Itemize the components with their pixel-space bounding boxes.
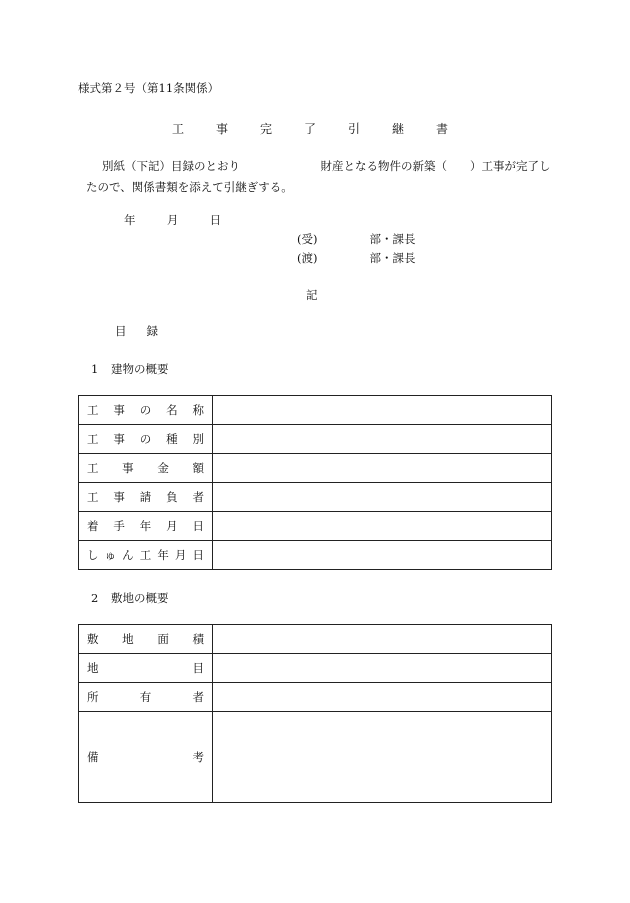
label-char: 日 bbox=[192, 548, 204, 562]
label-char: 工 bbox=[139, 548, 152, 562]
label-char: 種 bbox=[166, 432, 178, 446]
label-char: 面 bbox=[157, 632, 169, 646]
section-1-heading bbox=[91, 361, 169, 377]
label-char: 日 bbox=[192, 519, 204, 533]
sender-label: (渡) bbox=[297, 251, 318, 265]
ki-heading: 記 bbox=[306, 288, 318, 302]
label-char: 月 bbox=[166, 519, 178, 533]
building-row-value[interactable] bbox=[213, 483, 552, 512]
site-row-label bbox=[79, 654, 213, 683]
label-char: 月 bbox=[174, 548, 187, 562]
site-row-value[interactable] bbox=[213, 712, 552, 803]
section-1-title: 建物の概要 bbox=[111, 362, 169, 376]
label-char: 名 bbox=[166, 403, 178, 417]
label-char: 積 bbox=[192, 632, 204, 646]
body-line-1: 別紙（下記）目録のとおり 財産となる物件の新築（ ）工事が完了し bbox=[102, 159, 551, 173]
building-row bbox=[79, 396, 552, 425]
building-row-label bbox=[79, 541, 213, 570]
label-char: 地 bbox=[122, 632, 134, 646]
label-char: 工 bbox=[87, 461, 99, 475]
site-table bbox=[78, 624, 552, 803]
section-1-number: 1 bbox=[91, 362, 99, 376]
label-char: 事 bbox=[113, 490, 125, 504]
label-char: の bbox=[139, 403, 152, 417]
label-char: 請 bbox=[139, 490, 152, 504]
site-row-label bbox=[79, 625, 213, 654]
label-char: 目 bbox=[192, 661, 204, 675]
building-row-value[interactable] bbox=[213, 512, 552, 541]
label-char: 者 bbox=[192, 690, 204, 704]
building-row bbox=[79, 483, 552, 512]
document-title: 工 事 完 了 引 継 書 bbox=[171, 122, 458, 136]
label-char: 負 bbox=[166, 490, 178, 504]
building-row-value[interactable] bbox=[213, 454, 552, 483]
label-char: 所 bbox=[87, 690, 99, 704]
date-month-label: 月 bbox=[166, 213, 179, 227]
section-2-number: 2 bbox=[91, 591, 99, 605]
site-row-value[interactable] bbox=[213, 654, 552, 683]
sender-dept: 部・課長 bbox=[369, 251, 416, 265]
site-row-label bbox=[79, 683, 213, 712]
label-char: 着 bbox=[87, 519, 99, 533]
label-char: 地 bbox=[87, 661, 99, 675]
label-char: 考 bbox=[192, 750, 204, 764]
label-char: 称 bbox=[192, 403, 204, 417]
mokuroku-heading: 目録 bbox=[115, 324, 178, 338]
receiver-line bbox=[297, 231, 415, 247]
building-row-label bbox=[79, 454, 213, 483]
site-row-label bbox=[79, 712, 213, 803]
label-char: 年 bbox=[157, 548, 169, 562]
form-number: 様式第２号（第11条関係） bbox=[78, 81, 220, 95]
building-row bbox=[79, 425, 552, 454]
label-char: 年 bbox=[139, 519, 152, 533]
site-row bbox=[79, 712, 552, 803]
building-row-value[interactable] bbox=[213, 396, 552, 425]
label-char: 工 bbox=[87, 490, 99, 504]
building-row-value[interactable] bbox=[213, 541, 552, 570]
label-char: 事 bbox=[113, 432, 125, 446]
date-year-label: 年 bbox=[124, 213, 136, 227]
sender-line bbox=[297, 250, 415, 266]
date-day-label: 日 bbox=[209, 213, 222, 227]
label-char: ゅ bbox=[104, 548, 117, 562]
label-char: ん bbox=[122, 548, 134, 562]
label-char: 事 bbox=[113, 403, 125, 417]
building-row-label bbox=[79, 396, 213, 425]
site-row bbox=[79, 654, 552, 683]
building-row bbox=[79, 512, 552, 541]
label-char: 有 bbox=[139, 690, 152, 704]
site-row-value[interactable] bbox=[213, 625, 552, 654]
label-char: し bbox=[87, 548, 99, 562]
date-line bbox=[124, 212, 221, 228]
receiver-dept: 部・課長 bbox=[369, 232, 416, 246]
site-row bbox=[79, 683, 552, 712]
body-line-2: たので、関係書類を添えて引継ぎする。 bbox=[86, 180, 293, 194]
building-row bbox=[79, 541, 552, 570]
label-char: の bbox=[139, 432, 152, 446]
label-char: 工 bbox=[87, 403, 99, 417]
label-char: 額 bbox=[192, 461, 204, 475]
building-row-label bbox=[79, 425, 213, 454]
body-paragraph bbox=[88, 156, 558, 198]
label-char: 金 bbox=[157, 461, 169, 475]
label-char: 者 bbox=[192, 490, 204, 504]
section-2-heading bbox=[91, 590, 169, 606]
label-char: 敷 bbox=[87, 632, 99, 646]
site-row-value[interactable] bbox=[213, 683, 552, 712]
site-row bbox=[79, 625, 552, 654]
label-char: 事 bbox=[122, 461, 134, 475]
building-table bbox=[78, 395, 552, 570]
building-row-value[interactable] bbox=[213, 425, 552, 454]
section-2-title: 敷地の概要 bbox=[111, 591, 169, 605]
label-char: 工 bbox=[87, 432, 99, 446]
label-char: 手 bbox=[113, 519, 125, 533]
building-row bbox=[79, 454, 552, 483]
label-char: 備 bbox=[87, 750, 99, 764]
building-row-label bbox=[79, 512, 213, 541]
receiver-label: (受) bbox=[297, 232, 318, 246]
building-row-label bbox=[79, 483, 213, 512]
label-char: 別 bbox=[192, 432, 204, 446]
